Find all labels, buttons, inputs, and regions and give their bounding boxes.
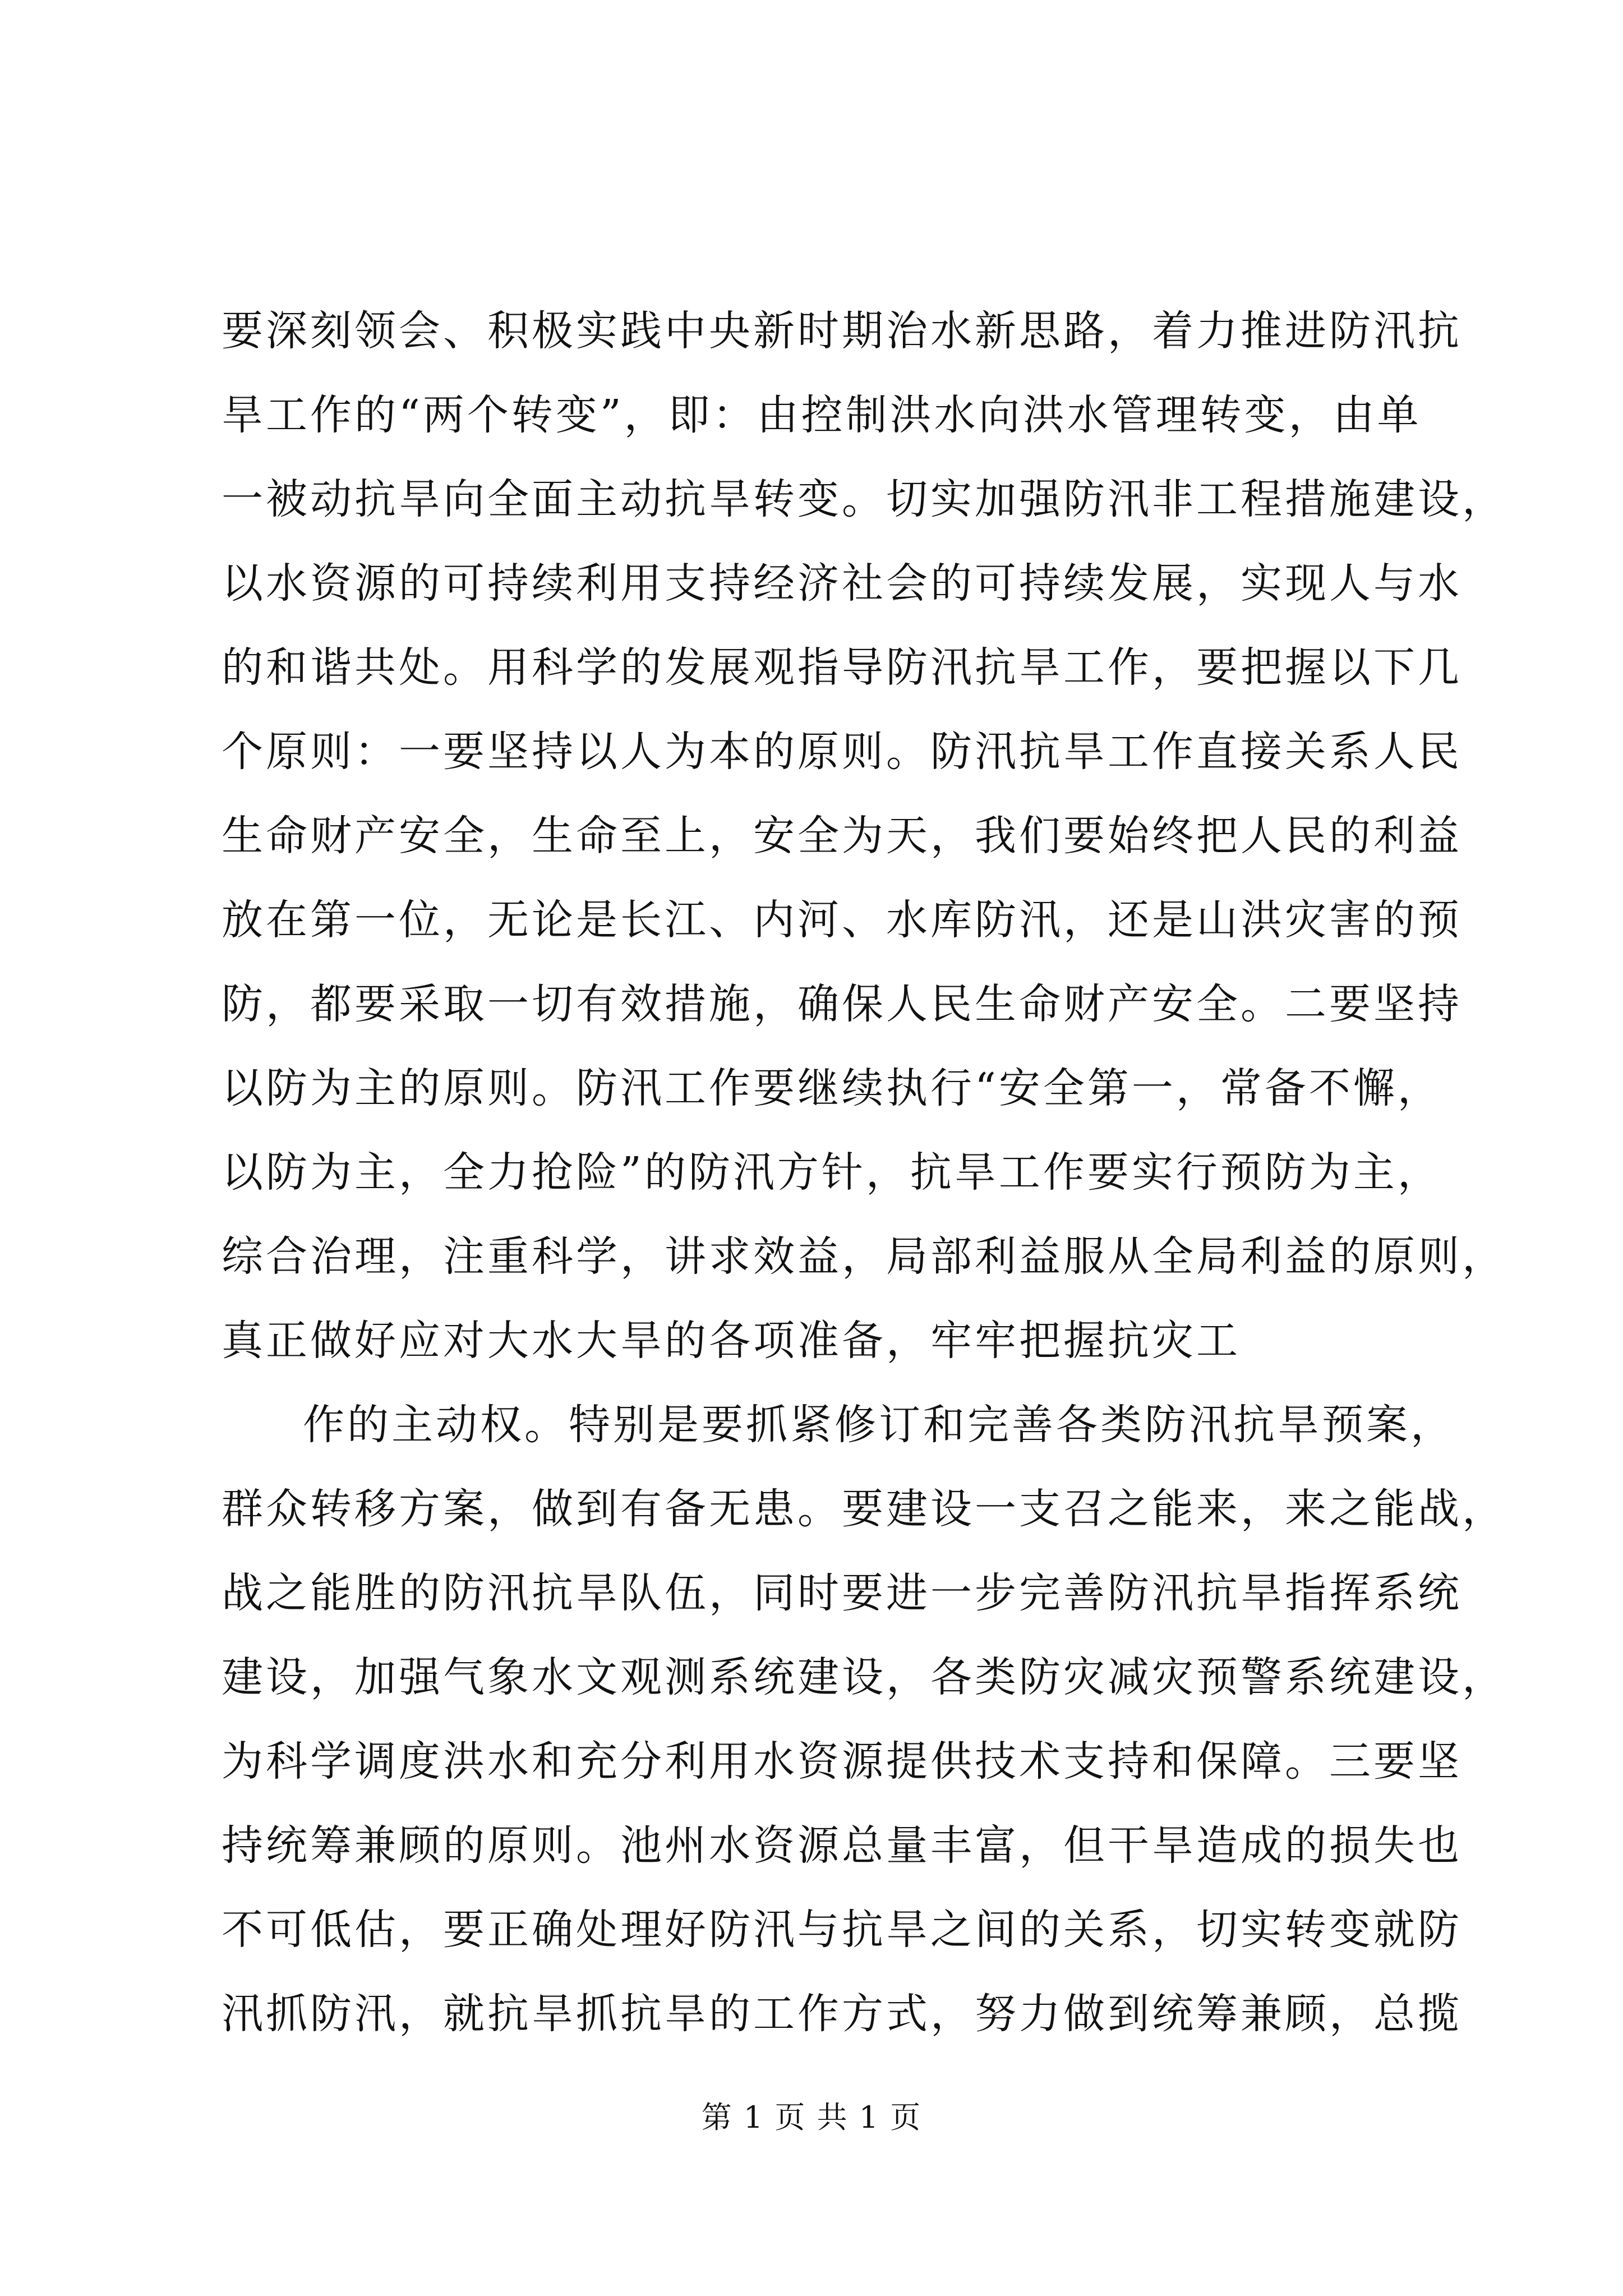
text-line: 放在第一位，无论是长江、内河、水库防汛，还是山洪灾害的预 [222, 896, 1462, 944]
page-footer: 第 1 页 共 1 页 [701, 2100, 922, 2135]
text-line: 持统筹兼顾的原则。池州水资源总量丰富，但干旱造成的损失也 [222, 1821, 1462, 1870]
text-line: 个原则：一要坚持以人为本的原则。防汛抗旱工作直接关系人民 [222, 728, 1462, 776]
text-line: 战之能胜的防汛抗旱队伍，同时要进一步完善防汛抗旱指挥系统 [222, 1569, 1462, 1617]
text-line: 以防为主，全力抢险”的防汛方针，抗旱工作要实行预防为主， [222, 1148, 1442, 1197]
text-line: 以防为主的原则。防汛工作要继续执行“安全第一，常备不懈， [222, 1064, 1442, 1112]
text-line-indented: 作的主动权。特别是要抓紧修订和完善各类防汛抗旱预案， [303, 1401, 1455, 1449]
text-line: 群众转移方案，做到有备无患。要建设一支召之能来，来之能战， [222, 1485, 1506, 1533]
text-line: 的和谐共处。用科学的发展观指导防汛抗旱工作，要把握以下几 [222, 643, 1462, 692]
text-line: 以水资源的可持续利用支持经济社会的可持续发展，实现人与水 [222, 559, 1462, 608]
text-line: 要深刻领会、积极实践中央新时期治水新思路，着力推进防汛抗 [222, 307, 1462, 355]
text-line: 不可低估，要正确处理好防汛与抗旱之间的关系，切实转变就防 [222, 1906, 1462, 1954]
text-line: 汛抓防汛，就抗旱抓抗旱的工作方式，努力做到统筹兼顾，总揽 [222, 1990, 1462, 2038]
text-line: 旱工作的“两个转变”，即：由控制洪水向洪水管理转变，由单 [222, 391, 1422, 439]
text-line: 综合治理，注重科学，讲求效益，局部利益服从全局利益的原则， [222, 1232, 1506, 1281]
text-line: 真正做好应对大水大旱的各项准备，牢牢把握抗灾工 [222, 1317, 1241, 1365]
text-line: 一被动抗旱向全面主动抗旱转变。切实加强防汛非工程措施建设， [222, 475, 1506, 523]
text-line: 建设，加强气象水文观测系统建设，各类防灾减灾预警系统建设， [222, 1653, 1506, 1701]
text-line: 为科学调度洪水和充分利用水资源提供技术支持和保障。三要坚 [222, 1737, 1462, 1786]
text-line: 生命财产安全，生命至上，安全为天，我们要始终把人民的利益 [222, 812, 1462, 860]
text-line: 防，都要采取一切有效措施，确保人民生命财产安全。二要坚持 [222, 980, 1462, 1028]
